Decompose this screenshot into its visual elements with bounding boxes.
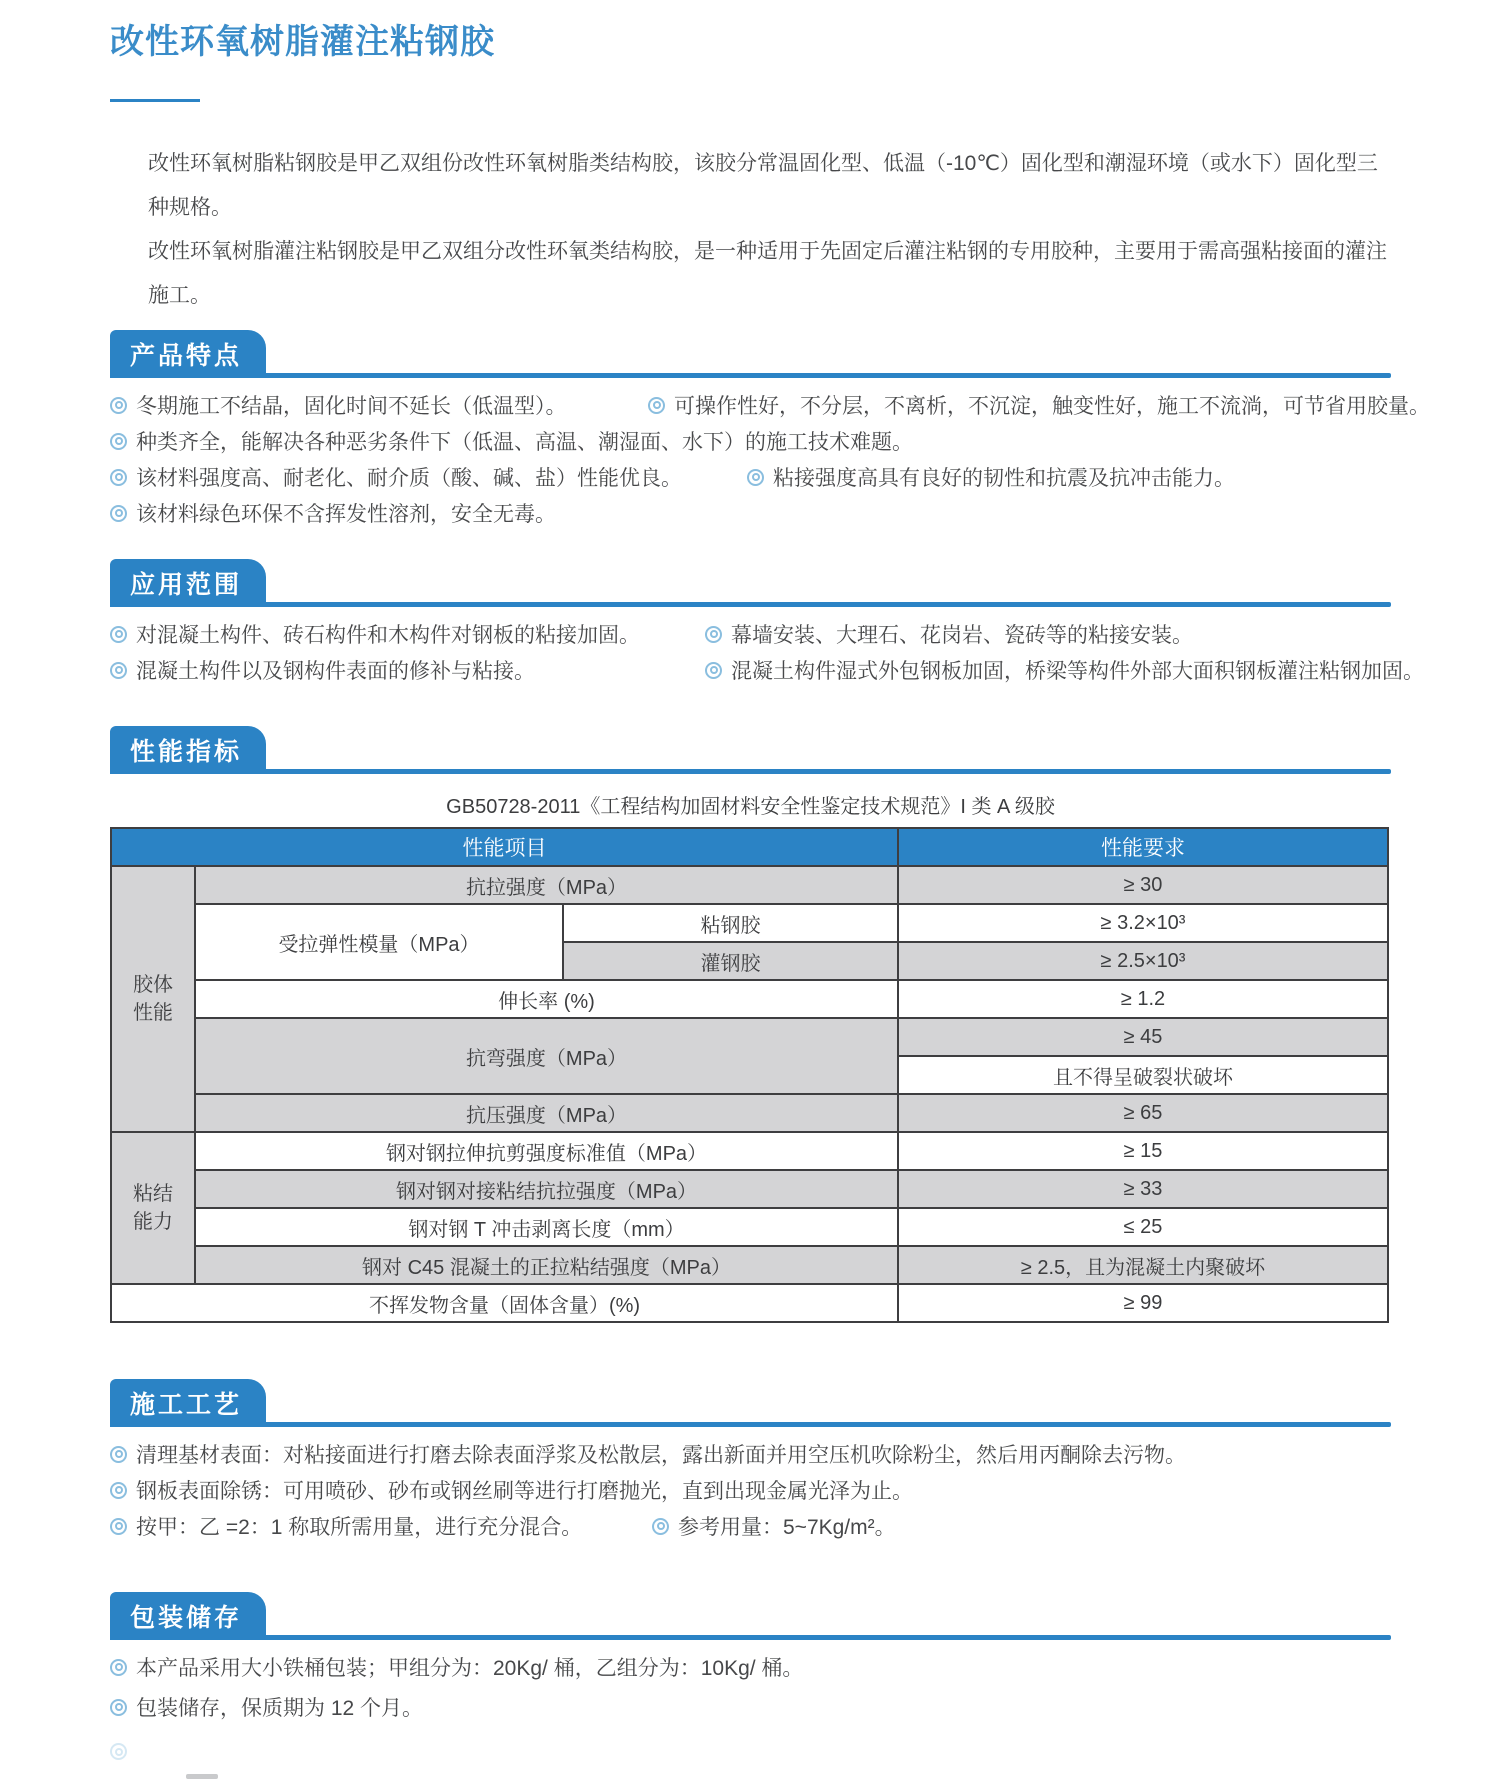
list-item-text: 混凝土构件湿式外包钢板加固，桥梁等构件外部大面积钢板灌注粘钢加固。 bbox=[731, 660, 1424, 683]
section-tab-label: 性能指标 bbox=[130, 738, 243, 766]
list-item bbox=[110, 1436, 1186, 1472]
list-item bbox=[110, 616, 640, 652]
list-item-text: 种类齐全，能解决各种恶劣条件下（低温、高温、潮湿面、水下）的施工技术难题。 bbox=[136, 431, 913, 454]
list-row bbox=[110, 616, 1391, 652]
list-item bbox=[110, 387, 567, 423]
ring-bullet-icon bbox=[110, 626, 127, 643]
list-item-text: 本产品采用大小铁桶包装；甲组分为：20Kg/ 桶，乙组分为：10Kg/ 桶。 bbox=[136, 1657, 804, 1680]
property-cell: 钢对钢拉伸抗剪强度标准值（MPa） bbox=[195, 1132, 898, 1170]
ring-bullet-icon bbox=[110, 505, 127, 522]
list-item-text: 混凝土构件以及钢构件表面的修补与粘接。 bbox=[136, 660, 535, 683]
table-row bbox=[111, 1132, 1388, 1170]
list-item-text: 冬期施工不结晶，固化时间不延长（低温型）。 bbox=[136, 395, 567, 418]
ring-bullet-icon bbox=[110, 397, 127, 414]
requirement-cell: ≥ 2.5×10³ bbox=[898, 942, 1388, 980]
list-row bbox=[110, 1689, 1391, 1729]
property-cell: 不挥发物含量（固体含量）(%) bbox=[111, 1284, 898, 1322]
section-header-construction bbox=[110, 1379, 1391, 1427]
section-features bbox=[110, 330, 1430, 531]
section-tab-label: 产品特点 bbox=[130, 342, 243, 370]
requirement-cell: ≥ 2.5，且为混凝土内聚破坏 bbox=[898, 1246, 1388, 1284]
list-item bbox=[747, 459, 1235, 495]
list-item-text: 钢板表面除锈：可用喷砂、砂布或钢丝刷等进行打磨抛光，直到出现金属光泽为止。 bbox=[136, 1480, 913, 1503]
ring-bullet-icon bbox=[110, 1659, 127, 1676]
table-row bbox=[111, 1246, 1388, 1284]
requirement-cell: ≥ 15 bbox=[898, 1132, 1388, 1170]
section-applications bbox=[110, 559, 1424, 688]
requirement-cell: ≥ 65 bbox=[898, 1094, 1388, 1132]
section-tab-label: 应用范围 bbox=[130, 571, 243, 599]
ring-bullet-icon bbox=[705, 626, 722, 643]
table-caption: GB50728-2011《工程结构加固材料安全性鉴定技术规范》I 类 A 级胶 bbox=[446, 796, 1055, 818]
ring-bullet-icon bbox=[652, 1518, 669, 1535]
table-row bbox=[111, 904, 1388, 942]
section-header-features bbox=[110, 330, 1391, 378]
list-item-text: 幕墙安装、大理石、花岗岩、瓷砖等的粘接安装。 bbox=[731, 624, 1193, 647]
intro-line-2: 改性环氧树脂灌注粘钢胶是甲乙双组分改性环氧类结构胶，是一种适用于先固定后灌注粘钢的专用胶种，主要用于需高强粘接面的灌注施工。 bbox=[148, 240, 1387, 307]
section-performance bbox=[110, 726, 1391, 1323]
performance-table bbox=[110, 827, 1389, 1323]
list-item bbox=[110, 1508, 582, 1544]
features-list bbox=[110, 387, 1430, 531]
column-header-item: 性能项目 bbox=[111, 828, 898, 866]
product-datasheet-page bbox=[110, 0, 1430, 1779]
requirement-cell: ≥ 99 bbox=[898, 1284, 1388, 1322]
section-tab bbox=[110, 1379, 266, 1427]
table-row bbox=[111, 1284, 1388, 1322]
table-row bbox=[111, 1170, 1388, 1208]
section-tab bbox=[110, 330, 266, 378]
ring-bullet-icon bbox=[110, 433, 127, 450]
list-item bbox=[110, 1689, 423, 1725]
packaging-list bbox=[110, 1649, 1391, 1729]
list-item-text: 粘接强度高具有良好的韧性和抗震及抗冲击能力。 bbox=[773, 467, 1235, 490]
table-header-row bbox=[111, 828, 1388, 866]
ring-bullet-icon bbox=[110, 1482, 127, 1499]
sub-property-cell: 粘钢胶 bbox=[563, 904, 898, 942]
list-row bbox=[110, 423, 1391, 459]
cutoff-bullet-icon bbox=[110, 1743, 127, 1760]
list-row bbox=[110, 1472, 1391, 1508]
list-item bbox=[705, 616, 1193, 652]
title-underline bbox=[110, 99, 200, 102]
list-item bbox=[648, 387, 1430, 423]
list-item-text: 可操作性好，不分层，不离析，不沉淀，触变性好，施工不流淌，可节省用胶量。 bbox=[674, 395, 1430, 418]
table-row bbox=[111, 1094, 1388, 1132]
table-row bbox=[111, 1018, 1388, 1056]
applications-list bbox=[110, 616, 1424, 688]
list-row bbox=[110, 1436, 1391, 1472]
requirement-cell: ≤ 25 bbox=[898, 1208, 1388, 1246]
list-item-text: 该材料强度高、耐老化、耐介质（酸、碱、盐）性能优良。 bbox=[136, 467, 682, 490]
list-item bbox=[110, 652, 535, 688]
list-item-text: 按甲：乙 =2：1 称取所需用量，进行充分混合。 bbox=[136, 1516, 583, 1539]
column-header-requirement: 性能要求 bbox=[898, 828, 1388, 866]
requirement-cell: ≥ 1.2 bbox=[898, 980, 1388, 1018]
section-header-performance bbox=[110, 726, 1391, 774]
property-cell: 抗拉强度（MPa） bbox=[195, 866, 898, 904]
ring-bullet-icon bbox=[648, 397, 665, 414]
ring-bullet-icon bbox=[110, 662, 127, 679]
requirement-cell: ≥ 45 bbox=[898, 1018, 1388, 1056]
intro-line-1: 改性环氧树脂粘钢胶是甲乙双组份改性环氧树脂类结构胶，该胶分常温固化型、低温（-10℃）固化型和潮湿环境（或水下）固化型三种规格。 bbox=[148, 152, 1378, 219]
list-row bbox=[110, 459, 1391, 495]
construction-list bbox=[110, 1436, 1391, 1544]
list-row bbox=[110, 1649, 1391, 1689]
list-item bbox=[652, 1508, 896, 1544]
table-row bbox=[111, 1208, 1388, 1246]
property-cell: 钢对钢 T 冲击剥离长度（mm） bbox=[195, 1208, 898, 1246]
list-row bbox=[110, 387, 1430, 423]
list-item bbox=[110, 1649, 803, 1685]
list-item-text: 对混凝土构件、砖石构件和木构件对钢板的粘接加固。 bbox=[136, 624, 640, 647]
section-header-packaging bbox=[110, 1592, 1391, 1640]
section-tab bbox=[110, 1592, 266, 1640]
requirement-cell: ≥ 33 bbox=[898, 1170, 1388, 1208]
property-cell: 钢对 C45 混凝土的正拉粘结强度（MPa） bbox=[195, 1246, 898, 1284]
requirement-cell: 且不得呈破裂状破坏 bbox=[898, 1056, 1388, 1094]
list-item-text: 清理基材表面：对粘接面进行打磨去除表面浮浆及松散层，露出新面并用空压机吹除粉尘，然后用丙酮除去污物。 bbox=[136, 1444, 1186, 1467]
group-cell-bonding-ability: 粘结能力 bbox=[111, 1132, 195, 1284]
section-tab bbox=[110, 726, 266, 774]
list-row bbox=[110, 495, 1391, 531]
section-tab-label: 施工工艺 bbox=[130, 1391, 243, 1419]
property-cell: 钢对钢对接粘结抗拉强度（MPa） bbox=[195, 1170, 898, 1208]
ring-bullet-icon bbox=[110, 469, 127, 486]
list-item-text: 该材料绿色环保不含挥发性溶剂，安全无毒。 bbox=[136, 503, 556, 526]
property-cell: 伸长率 (%) bbox=[195, 980, 898, 1018]
ring-bullet-icon bbox=[110, 1446, 127, 1463]
property-cell: 受拉弹性模量（MPa） bbox=[195, 904, 563, 980]
page-title: 改性环氧树脂灌注粘钢胶 bbox=[110, 23, 495, 61]
section-packaging bbox=[110, 1592, 1391, 1729]
section-tab bbox=[110, 559, 266, 607]
ring-bullet-icon bbox=[110, 1699, 127, 1716]
section-construction bbox=[110, 1379, 1391, 1544]
intro-paragraphs bbox=[110, 142, 1391, 318]
section-header-applications bbox=[110, 559, 1391, 607]
list-item bbox=[110, 423, 913, 459]
section-tab-label: 包装储存 bbox=[130, 1604, 243, 1632]
requirement-cell: ≥ 30 bbox=[898, 866, 1388, 904]
ring-bullet-icon bbox=[705, 662, 722, 679]
list-item bbox=[705, 652, 1424, 688]
group-cell-adhesive-performance: 胶体性能 bbox=[111, 866, 195, 1132]
table-row bbox=[111, 866, 1388, 904]
requirement-cell: ≥ 3.2×10³ bbox=[898, 904, 1388, 942]
property-cell: 抗弯强度（MPa） bbox=[195, 1018, 898, 1094]
list-item bbox=[110, 495, 556, 531]
list-item bbox=[110, 459, 682, 495]
property-cell: 抗压强度（MPa） bbox=[195, 1094, 898, 1132]
list-row bbox=[110, 1508, 1391, 1544]
list-item-text: 包装储存，保质期为 12 个月。 bbox=[136, 1697, 424, 1720]
list-item bbox=[110, 1472, 913, 1508]
list-item-text: 参考用量：5~7Kg/m²。 bbox=[678, 1516, 896, 1539]
list-row bbox=[110, 652, 1424, 688]
table-row bbox=[111, 980, 1388, 1018]
sub-property-cell: 灌钢胶 bbox=[563, 942, 898, 980]
ring-bullet-icon bbox=[747, 469, 764, 486]
cutoff-text-fragment bbox=[186, 1774, 218, 1779]
ring-bullet-icon bbox=[110, 1518, 127, 1535]
